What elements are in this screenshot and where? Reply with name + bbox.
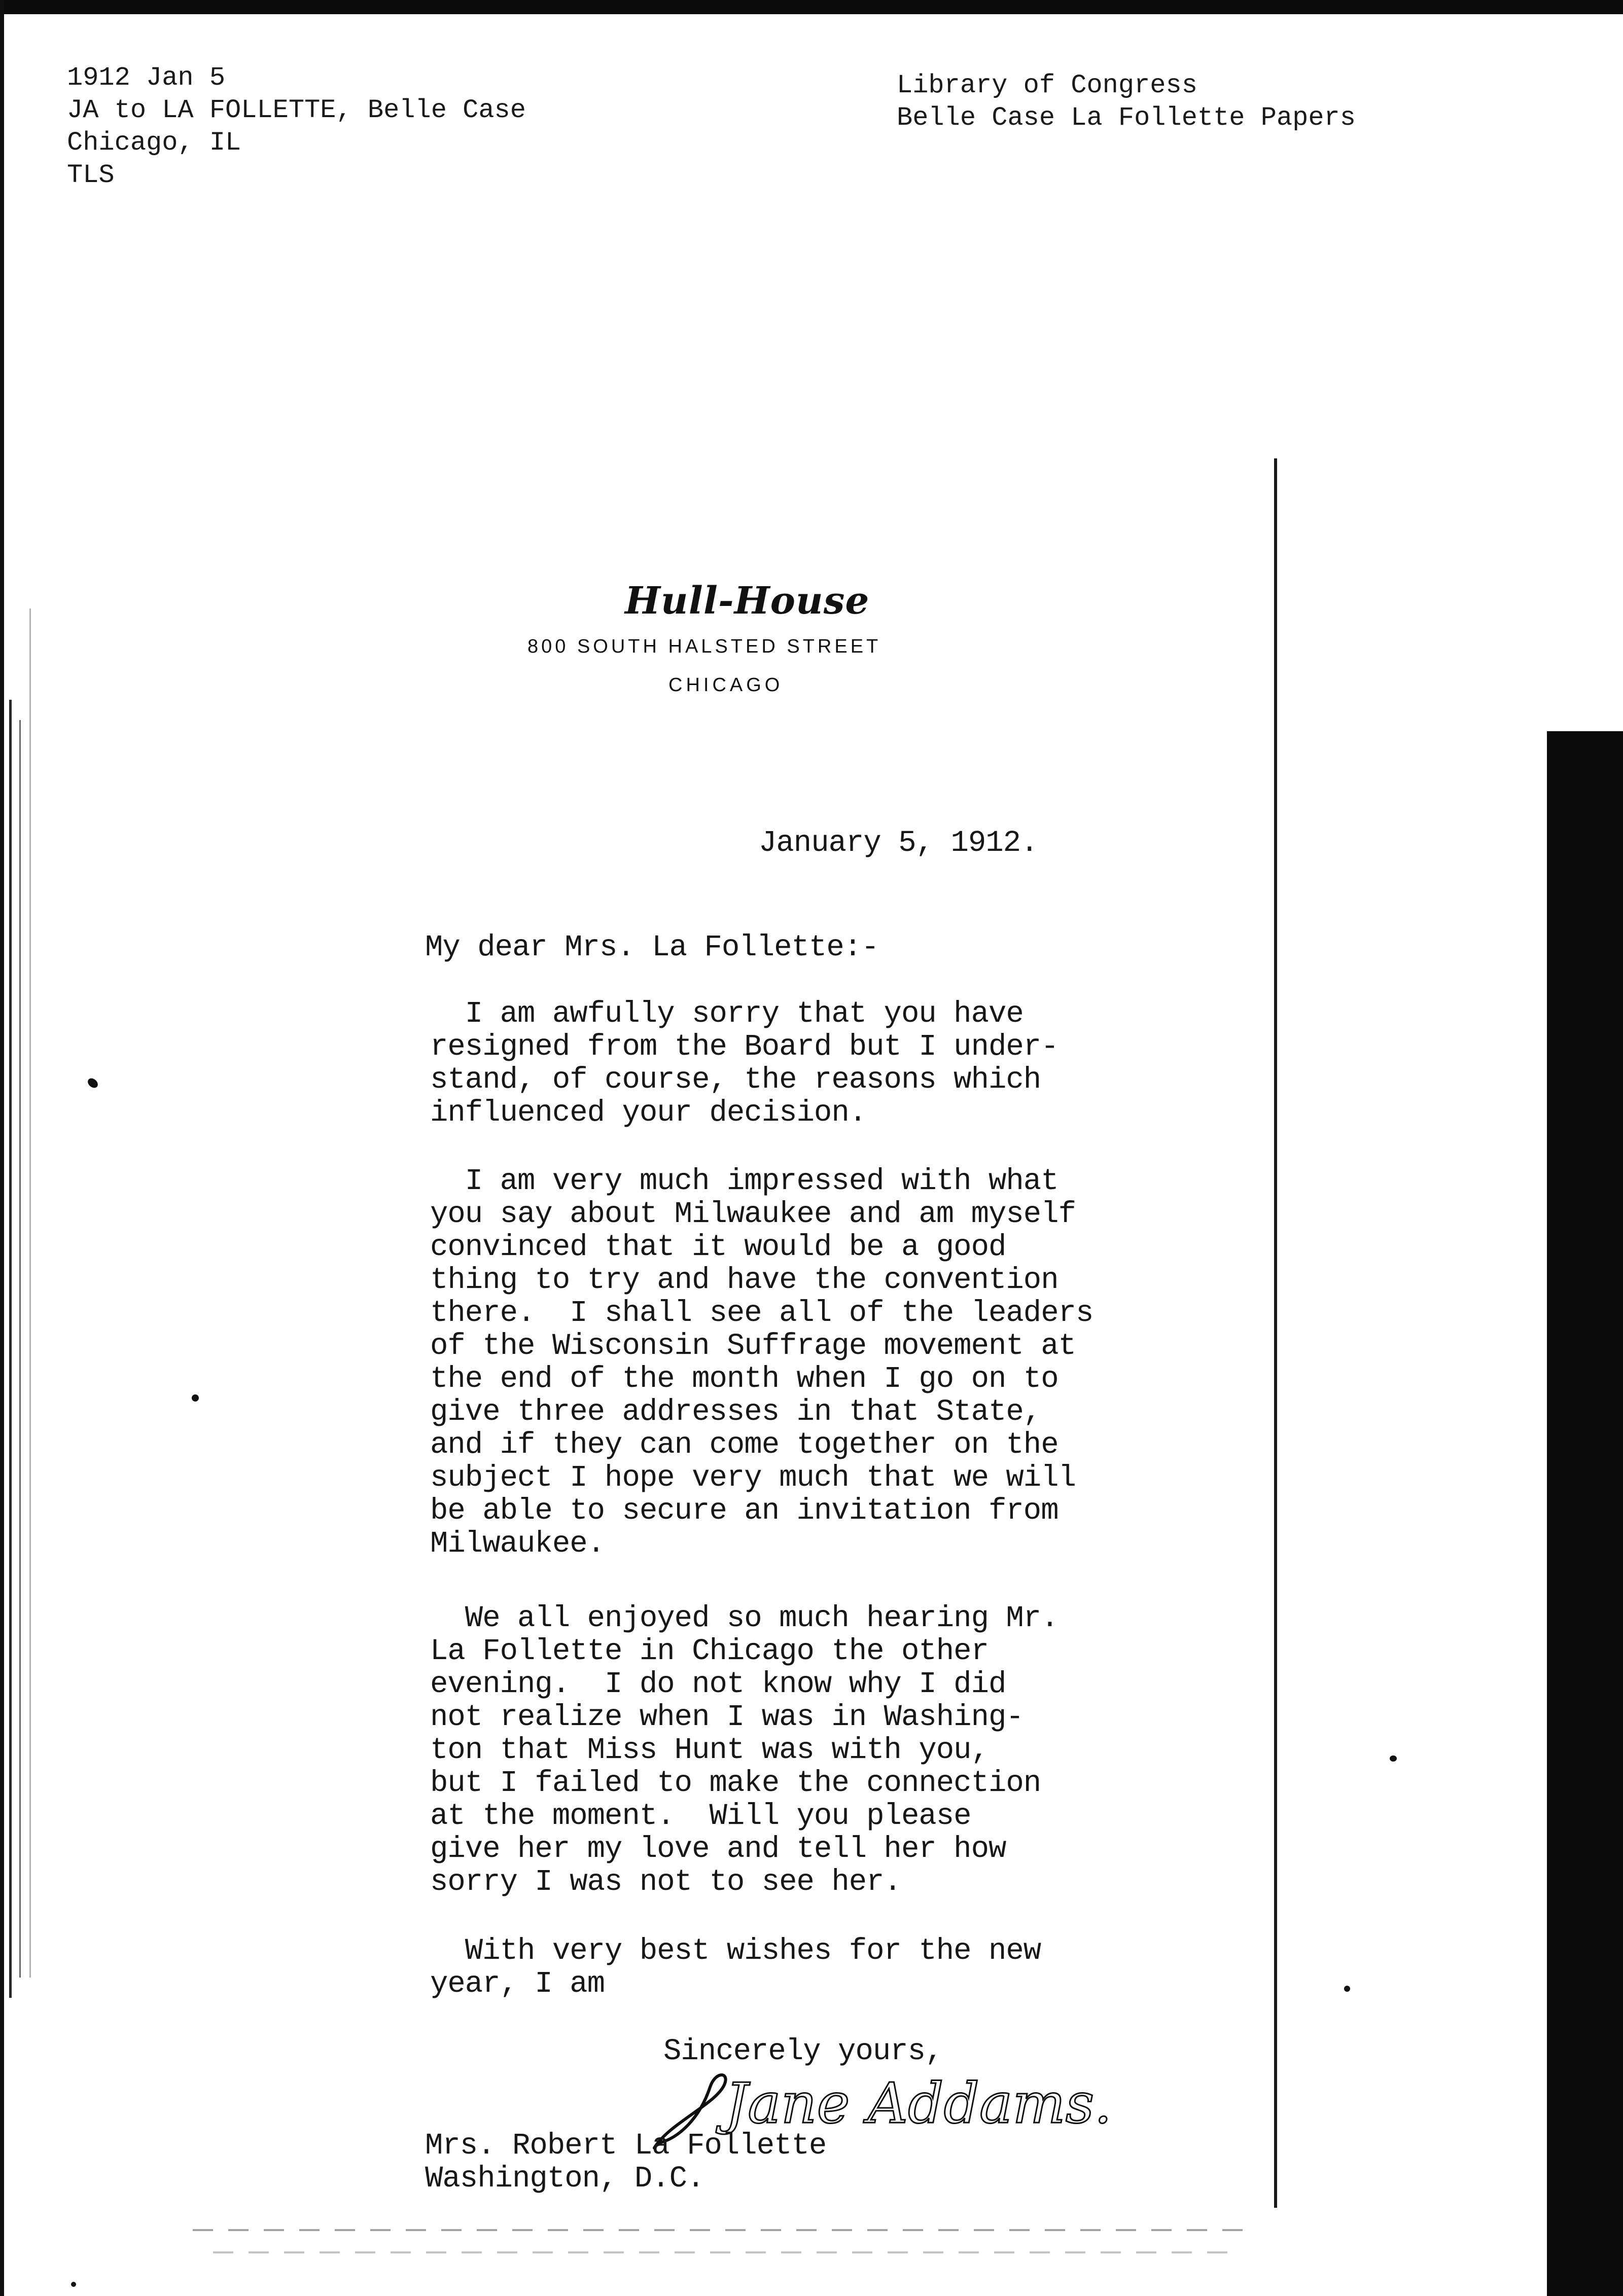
text-line: ton that Miss Hunt was with you, <box>430 1733 989 1767</box>
text-line: Milwaukee. <box>430 1527 605 1561</box>
letter-paragraph <box>430 1934 1041 2000</box>
text-line: you say about Milwaukee and am myself <box>430 1197 1076 1231</box>
scan-speck <box>71 2282 76 2287</box>
text-line: give her my love and tell her how <box>430 1832 1006 1866</box>
scan-speck <box>192 1394 199 1402</box>
text-line: subject I hope very much that we will <box>430 1461 1076 1495</box>
scan-border-top <box>0 0 1623 14</box>
text-line: With very best wishes for the new <box>430 1934 1041 1968</box>
scan-speck <box>86 1077 99 1090</box>
text-line: stand, of course, the reasons which <box>430 1063 1041 1097</box>
text-line: there. I shall see all of the leaders <box>430 1296 1093 1330</box>
citation-line: 1912 Jan 5 <box>67 63 226 93</box>
text-line: not realize when I was in Washing- <box>430 1700 1024 1734</box>
letterhead-city: CHICAGO <box>668 674 784 696</box>
citation-line: Chicago, IL <box>67 128 241 158</box>
scan-border-right <box>1547 731 1623 2296</box>
text-line: the end of the month when I go on to <box>430 1362 1059 1396</box>
letter-addressee <box>425 2129 826 2195</box>
text-line: La Follette in Chicago the other <box>430 1634 989 1668</box>
text-line: thing to try and have the convention <box>430 1263 1059 1297</box>
letter-closing: Sincerely yours, <box>663 2034 943 2068</box>
letter-date: January 5, 1912. <box>759 826 1038 860</box>
text-line: evening. I do not know why I did <box>430 1667 1006 1701</box>
text-line: year, I am <box>430 1967 605 2001</box>
text-line: be able to secure an invitation from <box>430 1494 1059 1528</box>
text-line: We all enjoyed so much hearing Mr. <box>430 1601 1059 1635</box>
signature-text: Jane Addams. <box>725 2071 1112 2136</box>
text-line: and if they can come together on the <box>430 1428 1059 1462</box>
archive-citation-right <box>897 69 1356 134</box>
letter-paragraph <box>430 1165 1093 1560</box>
scan-noise-line <box>213 2251 1227 2253</box>
text-line: resigned from the Board but I under- <box>430 1030 1059 1064</box>
addressee-line: Mrs. Robert La Follette <box>425 2129 827 2163</box>
citation-line: Library of Congress <box>897 70 1197 100</box>
binding-edge-mark <box>9 700 12 1998</box>
binding-edge-mark <box>19 720 21 1978</box>
text-line: of the Wisconsin Suffrage movement at <box>430 1329 1076 1363</box>
text-line: convinced that it would be a good <box>430 1230 1006 1264</box>
archive-citation-left <box>67 62 526 192</box>
scan-speck <box>1390 1755 1397 1762</box>
citation-line: Belle Case La Follette Papers <box>897 103 1356 133</box>
scan-border-left <box>0 0 4 2296</box>
text-line: sorry I was not to see her. <box>430 1865 901 1899</box>
letterhead-street: 800 SOUTH HALSTED STREET <box>527 636 881 657</box>
scan-speck <box>1344 1986 1350 1992</box>
letter-paragraph <box>430 997 1059 1129</box>
letter-salutation: My dear Mrs. La Follette:- <box>425 930 879 964</box>
letterhead-name: Hull-House <box>625 579 870 623</box>
text-line: give three addresses in that State, <box>430 1395 1041 1429</box>
text-line: influenced your decision. <box>430 1096 867 1130</box>
binding-edge-mark <box>29 608 31 1978</box>
page-edge-rule <box>1274 458 1277 2208</box>
text-line: but I failed to make the connection <box>430 1766 1041 1800</box>
addressee-line: Washington, D.C. <box>425 2162 704 2196</box>
letter-paragraph <box>430 1602 1059 1898</box>
text-line: at the moment. Will you please <box>430 1799 971 1833</box>
text-line: I am very much impressed with what <box>430 1164 1059 1198</box>
text-line: I am awfully sorry that you have <box>430 997 1024 1031</box>
citation-line: TLS <box>67 160 115 190</box>
citation-line: JA to LA FOLLETTE, Belle Case <box>67 95 526 125</box>
scan-noise-line <box>193 2229 1258 2231</box>
